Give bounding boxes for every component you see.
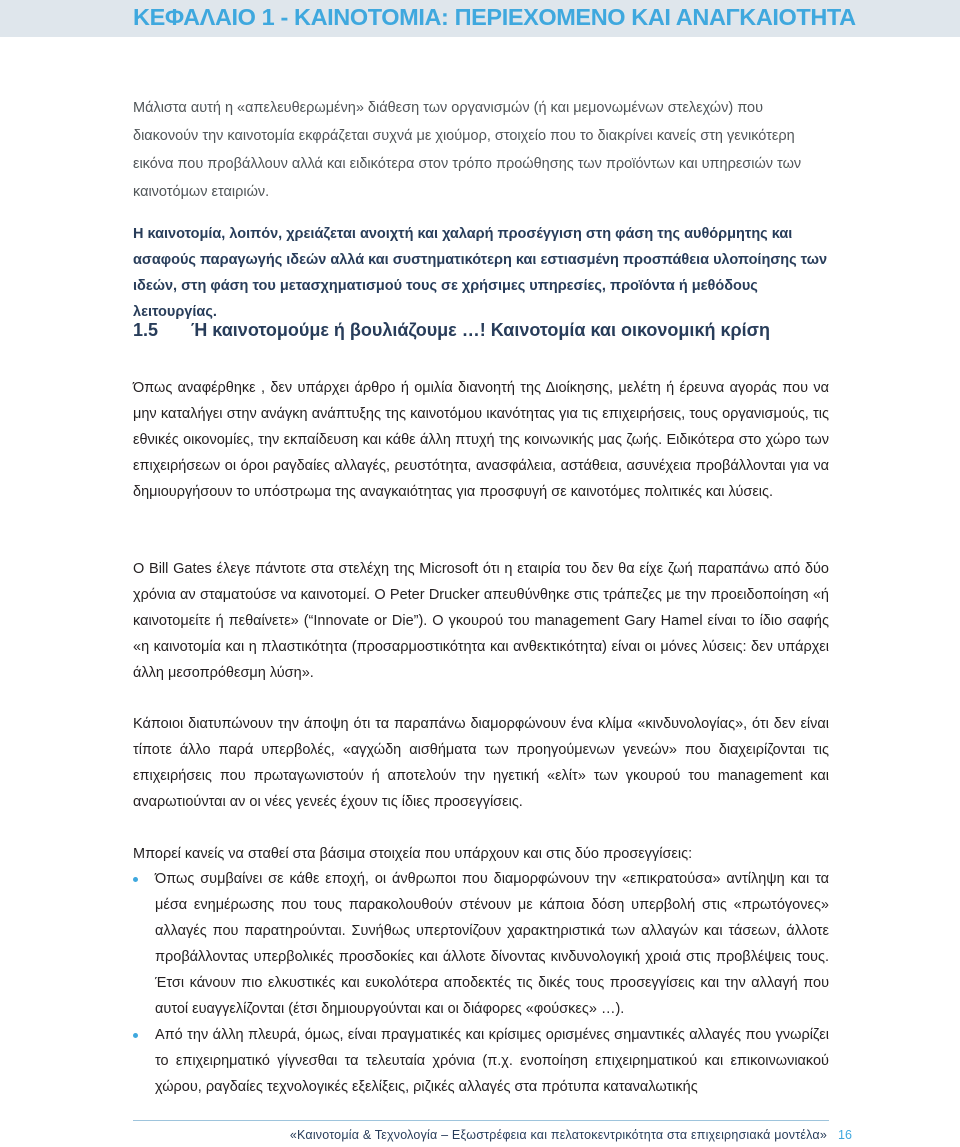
footer-text: «Καινοτομία & Τεχνολογία – Εξωστρέφεια και πελατοκεντρικότητα στα επιχειρησιακά μοντέλα»	[289, 1128, 827, 1142]
bullet-list	[133, 866, 829, 1100]
body-paragraph-1: Όπως αναφέρθηκε , δεν υπάρχει άρθρο ή ομιλία διανοητή της Διοίκησης, μελέτη ή έρευνα αγοράς που να μην καταλήγει στην ανάγκη ανάπτυξης της καινοτόμου ικανότητας για τις επιχειρήσεις, τους οργανισμούς, τις εθνικές οικονομίες, την εκπαίδευση και κάθε άλλη πτυχή της κοινωνικής μας ζωής. Ειδικότερα στο χώρο των επιχειρήσεων οι όροι ραγδαίες αλλαγές, ρευστότητα, ανασφάλεια, αστάθεια, ασυνέχεια προβάλλονται για να δημιουργήσουν το υπόστρωμα της αναγκαιότητας για προσφυγή σε καινοτόμες πολιτικές και λύσεις.	[133, 380, 829, 500]
body-paragraph-3: Κάποιοι διατυπώνουν την άποψη ότι τα παραπάνω διαμορφώνουν ένα κλίμα «κινδυνολογίας», ότι δεν είναι τίποτε άλλο παρά υπερβολές, «αγχώδη αισθήματα των προηγούμενων γενεών» που διαχειρίζονται τις επιχειρήσεις που πρωταγωνιστούν ή αποτελούν την ηγετική «ελίτ» των γκουρού του management και αναρωτιούνται αν οι νέες γενεές έχουν τις ίδιες προσεγγίσεις.	[133, 716, 829, 810]
section-title: Ή καινοτομούμε ή βουλιάζουμε …! Καινοτομία και οικονομική κρίση	[191, 320, 770, 340]
footer-divider	[133, 1120, 829, 1121]
highlight-paragraph: Η καινοτομία, λοιπόν, χρειάζεται ανοιχτή και χαλαρή προσέγγιση στη φάση της αυθόρμητης και ασαφούς παραγωγής ιδεών αλλά και συστηματικότερη και εστιασμένη προσπάθεια υλοποίησης των ιδεών, στη φάση του μετασχηματισμού τους σε χρήσιμες υπηρεσίες, προϊόντα ή μεθόδους λειτουργίας.	[133, 226, 828, 320]
bullet-dot-icon	[133, 1033, 138, 1038]
intro-paragraph: Μάλιστα αυτή η «απελευθερωμένη» διάθεση των οργανισμών (ή και μεμονωμένων στελεχών) που διακονούν την καινοτομία εκφράζεται συχνά με χιούμορ, στοιχείο που το διακρίνει κανείς στη γενικότερη εικόνα που προβάλλουν αλλά και ειδικότερα στον τρόπο προώθησης των προϊόντων και υπηρεσιών των καινοτόμων εταιριών.	[133, 100, 802, 200]
bullet-item	[133, 1022, 829, 1100]
section-heading	[133, 320, 770, 341]
bullet-text: Όπως συμβαίνει σε κάθε εποχή, οι άνθρωποι που διαμορφώνουν την «επικρατούσα» αντίληψη και τα μέσα ενημέρωσης που τους παρακολουθούν στένουν με κάποια δόση υπερβολή στις «πρωτόγονες» αλλαγές που παρατηρούνται. Συνήθως υπερτονίζουν χαρακτηριστικά των αλλαγών και τάσεων, άλλοτε προβάλλοντας υπερβολικές προσδοκίες και άλλοτε δίνοντας κινδυνολογική χροιά στις προβλέψεις τους. Έτσι κάνουν πιο ελκυστικές και ευκολότερα αποδεκτές τις δικές τους προσεγγίσεις και την αλλαγή που αυτοί ευαγγελίζονται (έτσι δημιουργούνται και οι διάφορες «φούσκες» …).	[155, 871, 829, 1017]
bullet-text: Από την άλλη πλευρά, όμως, είναι πραγματικές και κρίσιμες ορισμένες σημαντικές αλλαγές που γνωρίζει το επιχειρηματικό γίγνεσθαι τα τελευταία χρόνια (π.χ. ενοποίηση επιχειρηματικού και επικοινωνιακού χώρου, ραγδαίες τεχνολογικές εξελίξεις, ριζικές αλλαγές στα πρότυπα καταναλωτικής	[155, 1027, 829, 1095]
bullet-item	[133, 866, 829, 1022]
section-number: 1.5	[133, 320, 159, 340]
chapter-title: ΚΕΦΑΛΑΙΟ 1 - ΚΑΙΝΟΤΟΜΙΑ: ΠΕΡΙΕΧΟΜΕΝΟ ΚΑΙ ΑΝΑΓΚΑΙΟΤΗΤΑ	[133, 4, 856, 30]
body-paragraph-4: Μπορεί κανείς να σταθεί στα βάσιμα στοιχεία που υπάρχουν και στις δύο προσεγγίσεις:	[133, 846, 693, 862]
bullet-dot-icon	[133, 877, 138, 882]
body-paragraph-2: Ο Bill Gates έλεγε πάντοτε στα στελέχη της Microsoft ότι η εταιρία του δεν θα είχε ζωή παραπάνω από δύο χρόνια αν σταματούσε να καινοτομεί. Ο Peter Drucker απευθύνθηκε στις τράπεζες με την προειδοποίηση «ή καινοτομείτε ή πεθαίνετε» (“Innovate or Die”). Ο γκουρού του management Gary Hamel είναι το ίδιο σαφής «η καινοτομία και η πλαστικότητα (προσαρμοστικότητα και ανθεκτικότητα) είναι οι μόνες λύσεις: δεν υπάρχει άλλη μεσοπρόθεσμη λύση».	[133, 561, 829, 681]
page-number: 16	[838, 1128, 852, 1142]
